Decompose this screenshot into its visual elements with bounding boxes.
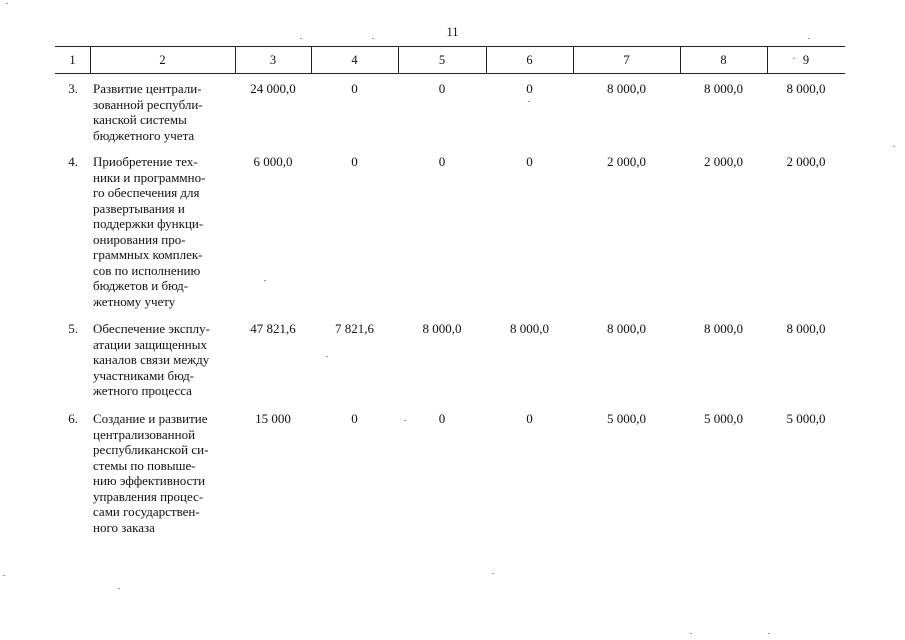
amount-cell: 0 (351, 154, 358, 169)
column-header: 7 (623, 53, 630, 67)
amount-cell: 5 000,0 (607, 411, 646, 426)
scan-speck (404, 420, 406, 421)
page-number: 11 (446, 25, 459, 39)
scan-speck (893, 146, 895, 147)
amount-cell: 8 000,0 (607, 81, 646, 96)
row-description: Обеспечение эксплу- атации защищенных каналов связи между участниками бюд- жетного процесса (93, 321, 210, 398)
column-header: 5 (438, 53, 446, 67)
scan-speck (808, 38, 810, 39)
column-header: 3 (269, 53, 277, 67)
column-header: 1 (69, 53, 76, 67)
row-number: 4. (68, 154, 78, 169)
scan-speck (300, 38, 302, 39)
amount-cell: 8 000,0 (510, 321, 549, 336)
amount-cell: 0 (438, 411, 446, 426)
scan-speck (118, 588, 120, 589)
total-amount-cell: 15 000 (255, 411, 291, 426)
row-description: Создание и развитие централизованной республиканской си- стемы по повыше- нию эффективности управления процес- сами государствен- ного заказа (93, 411, 209, 535)
total-amount-cell: 47 821,6 (250, 321, 296, 336)
column-header: 4 (351, 53, 358, 67)
scan-speck (264, 280, 266, 281)
scan-speck (326, 356, 328, 357)
amount-cell: 5 000,0 (786, 411, 826, 426)
amount-cell: 5 000,0 (704, 411, 743, 426)
amount-cell: 8 000,0 (422, 321, 462, 336)
amount-cell: 2 000,0 (704, 154, 743, 169)
amount-cell: 8 000,0 (786, 81, 826, 96)
scan-speck (793, 58, 795, 59)
amount-cell: 0 (526, 411, 533, 426)
row-number: 6. (68, 411, 78, 426)
amount-cell: 0 (351, 411, 358, 426)
row-description: Развитие централи- зованной республи- канской системы бюджетного учета (93, 81, 203, 143)
amount-cell: 7 821,6 (335, 321, 374, 336)
table-header-bottom-rule (55, 73, 845, 74)
amount-cell: 0 (526, 154, 533, 169)
amount-cell: 2 000,0 (607, 154, 646, 169)
scan-speck (528, 101, 530, 102)
scan-speck (492, 573, 494, 574)
amount-cell: 8 000,0 (786, 321, 826, 336)
row-number: 3. (68, 81, 78, 96)
total-amount-cell: 24 000,0 (250, 81, 296, 96)
amount-cell: 0 (351, 81, 358, 96)
column-header: 8 (720, 53, 727, 67)
scan-speck (6, 3, 8, 4)
amount-cell: 8 000,0 (704, 321, 743, 336)
table-top-rule (55, 46, 845, 47)
column-header: 6 (526, 53, 533, 67)
amount-cell: 2 000,0 (786, 154, 826, 169)
scan-speck (768, 633, 770, 634)
row-number: 5. (68, 321, 78, 336)
total-amount-cell: 6 000,0 (253, 154, 293, 169)
amount-cell: 0 (526, 81, 533, 96)
amount-cell: 8 000,0 (704, 81, 743, 96)
row-description: Приобретение тех- ники и программно- го обеспечения для развертывания и поддержки функци- онирования про- граммных комплек- сов по исполнению бюджетов и бюд- жетному учету (93, 154, 206, 309)
scan-speck (690, 633, 692, 634)
amount-cell: 0 (438, 154, 446, 169)
amount-cell: 8 000,0 (607, 321, 646, 336)
column-header: 9 (802, 53, 810, 67)
scan-speck (3, 575, 5, 576)
column-header: 2 (159, 53, 166, 67)
scan-speck (372, 38, 374, 39)
amount-cell: 0 (438, 81, 446, 96)
